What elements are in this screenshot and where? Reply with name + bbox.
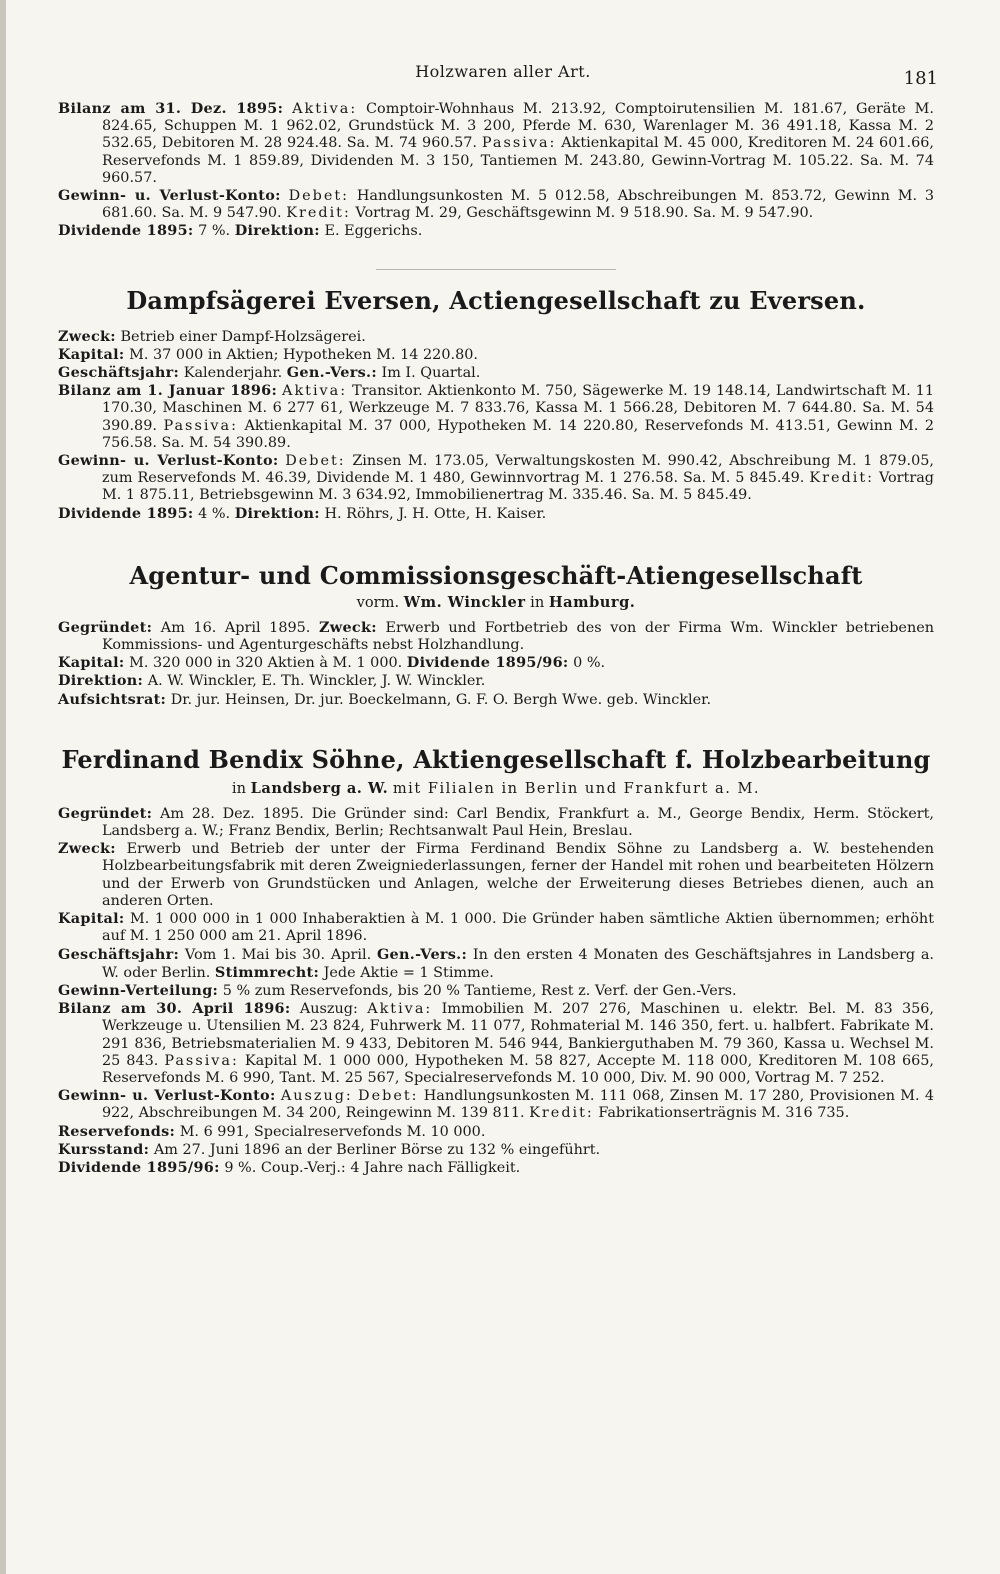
bilanz-label: Bilanz am 31. Dez. 1895: [58,100,284,117]
zweck-label: Zweck: [58,840,116,858]
debet-word: Debet: [288,188,349,205]
zweck-label: Zweck: [58,327,116,345]
gj-text: Kalenderjahr. [183,365,283,382]
passiva-word: Passiva: [163,417,238,434]
entry-eversen [58,328,934,523]
gegr-text: Am 16. April 1895. [160,619,311,636]
entry-bendix [58,805,934,1177]
guv-text: Handlungsunkosten M. 111 068, Zinsen M. 17 280, Provisionen M. 4 922, Abschreibungen M. 34 200, Reingewinn M. 139 811. [102,1088,935,1122]
geschaeftsjahr [58,364,934,382]
dir-value: H. Röhrs, J. H. Otte, H. Kaiser. [324,505,547,522]
bilanz-label: Bilanz am 30. April 1896: [58,1000,291,1018]
guv-text-2: Vortrag M. 1 875.11, Betriebsgewinn M. 3 634.92, Immobilienertrag M. 335.46. Sa. M. 5 845.49. [102,470,935,504]
prev-entry [58,100,934,241]
company-subtitle-bendix [58,779,934,799]
sub-city: Hamburg. [548,593,636,611]
guv-text-2: Fabrikationserträgnis M. 316 735. [598,1105,850,1122]
gv-label: Gen.-Vers.: [286,364,377,382]
debet-word: Debet: [358,1088,419,1105]
gv-text-2: Vortrag M. 29, Geschäftsgewinn M. 9 518.90. Sa. M. 9 547.90. [355,205,814,222]
stimm-label: Stimmrecht: [214,963,320,981]
company-title-agentur: Agentur- und Commissionsgeschäft-Atiengesellschaft [129,560,863,590]
bilanz-text-2: Aktienkapital M. 45 000, Kreditoren M. 24 601.66, Reservefonds M. 1 859.89, Dividenden M. 3 150, Tantiemen M. 243.80, Gewinn-Vortrag M. 105.22. Sa. M. 74 960.57. [102,135,934,186]
sub-name: Wm. Winckler [403,593,526,611]
kapital-text: M. 1 000 000 in 1 000 Inhaberaktien à M. 1 000. Die Gründer haben sämtliche Aktien übernommen; erhöht auf M. 1 250 000 am 21. April 1896. [102,911,934,945]
ar-value: Dr. jur. Heinsen, Dr. jur. Boeckelmann, G. F. O. Bergh Wwe. geb. Winckler. [170,691,712,708]
sub-rest: mit Filialen in Berlin und Frankfurt a. M. [392,779,761,797]
gewv-text: 5 % zum Reservefonds, bis 20 % Tantieme, Rest z. Verf. der Gen.-Vers. [222,982,737,999]
div-value: 7 %. [198,223,231,240]
dir-label: Direktion: [58,672,144,690]
stimm-text: Jede Aktie = 1 Stimme. [323,964,494,981]
gewinn-verlust [58,452,934,505]
company-title-bendix: Ferdinand Bendix Söhne, Aktiengesellschaft f. Holzbearbeitung [61,744,931,774]
kurs-label: Kursstand: [58,1140,150,1158]
zweck [58,328,934,346]
kapital-text: M. 320 000 in 320 Aktien à M. 1 000. [129,655,403,672]
div-value: 0 %. [573,655,606,672]
gv-text: In den ersten 4 Monaten des Geschäftsjahres in Landsberg a. W. oder Berlin. [102,946,934,981]
res-text: M. 6 991, Specialreservefonds M. 10 000. [179,1123,486,1140]
page-number: 181 [903,68,938,89]
entry-agentur [58,619,934,709]
gegruendet [58,805,934,840]
prev-gv [58,187,934,222]
bilanz-label: Bilanz am 1. Januar 1896: [58,382,278,400]
direktion [58,672,934,690]
zweck-label: Zweck: [318,618,377,636]
kapital-label: Kapital: [58,654,125,672]
coupon-text: Coup.-Verj.: 4 Jahre nach Fälligkeit. [260,1159,521,1176]
zweck-text: Erwerb und Fortbetrieb des von der Firma Wm. Winckler betriebenen Kommissions- und Agenturgeschäfts nebst Holzhandlung. [102,619,935,654]
zweck [58,840,934,910]
div-value: 4 %. [198,505,231,522]
ar-label: Aufsichtsrat: [58,690,167,708]
bilanz [58,382,934,452]
sub-city: Landsberg a. W. [250,779,389,797]
gv-text: Im I. Quartal. [381,365,481,382]
gewinn-verlust [58,1087,934,1122]
divider [376,269,616,270]
dividende [58,1159,934,1177]
gj-text: Vom 1. Mai bis 30. April. [184,946,372,963]
aufsichtsrat [58,691,934,709]
prev-bilanz [58,100,934,187]
kapital [58,910,934,945]
bilanz-text: Immobilien M. 207 276, Maschinen u. elektr. Bel. M. 83 356, Werkzeuge u. Utensilien M. 23 824, Fuhrwerk M. 11 077, Rohmaterial M. 146 350, fert. u. halbfert. Fabrikate M. 291 836, Betriebsmaterialien M. 9 433, Debitoren M. 546 944, Bankierguthaben M. 79 360, Kassa u. Wechsel M. 25 843. [102,1001,935,1069]
kurs-text: Am 27. Juni 1896 an der Berliner Börse zu 132 % eingeführt. [153,1141,601,1158]
company-subtitle-agentur [58,593,934,613]
content [58,100,934,1177]
auszug-word: Auszug: [280,1088,353,1105]
passiva-word: Passiva: [481,135,557,152]
prev-dividende [58,222,934,240]
zweck-text: Erwerb und Betrieb der unter der Firma Ferdinand Bendix Söhne zu Landsberg a. W. bestehenden Holzbearbeitungsfabrik mit deren Zweigniederlassungen, ferner der Handel mit rohen und bearbeiteten Hölzern und der Erwerb von Grundstücken und Anlagen, welche der Erweiterung dieses Betriebes dienen, auch an anderen Orten. [102,841,935,909]
dir-value: E. Eggerichs. [324,223,423,240]
gegr-label: Gegründet: [58,804,153,822]
geschaeftsjahr [58,946,934,982]
kredit-word: Kredit: [286,205,351,222]
dir-label: Direktion: [234,222,320,240]
running-head [6,62,1000,92]
kredit-word: Kredit: [529,1105,594,1122]
bilanz [58,1000,934,1087]
gewv-label: Gewinn-Verteilung: [58,981,219,999]
bilanz-text-2: Kapital M. 1 000 000, Hypotheken M. 58 827, Accepte M. 118 000, Kreditoren M. 108 665, Reservefonds M. 6 990, Tant. M. 25 567, Specialreservefonds M. 10 000, Div. M. 90 000, Vortrag M. 7 252. [102,1052,935,1086]
dir-value: A. W. Winckler, E. Th. Winckler, J. W. Winckler. [147,673,486,690]
gegr-text: Am 28. Dez. 1895. Die Gründer sind: Carl Bendix, Frankfurt a. M., George Bendix, Herm. Stöckert, Landsberg a. W.; Franz Bendix, Berlin; Rechtsanwalt Paul Hein, Breslau. [102,805,934,840]
gv-label: Gen.-Vers.: [376,945,468,963]
gj-label: Geschäftsjahr: [58,945,180,963]
kredit-word: Kredit: [809,470,874,487]
aktiva-word: Aktiva: [367,1001,433,1018]
guv-label: Gewinn- u. Verlust-Konto: [58,1087,276,1105]
gv-text: Handlungsunkosten M. 5 012.58, Abschreibungen M. 853.72, Gewinn M. 3 681.60. Sa. M. 9 547.90. [102,188,935,222]
sub-in: in [530,593,545,611]
bilanz-text: Comptoir-Wohnhaus M. 213.92, Comptoirutensilien M. 181.67, Geräte M. 824.65, Schuppen M. 1 962.02, Grundstück M. 3 200, Pferde M. 630, Warenlager M. 36 491.18, Kassa M. 2 532.65, Debitoren M. 28 924.48. Sa. M. 74 960.57. [102,101,934,152]
div-label: Dividende 1895/96: [58,1158,220,1176]
div-label: Dividende 1895/96: [406,654,569,672]
sub-in: in [231,779,246,797]
kapital [58,654,934,672]
gewinn-verteilung [58,982,934,1000]
res-label: Reservefonds: [58,1122,176,1140]
zweck-text: Betrieb einer Dampf-Holzsägerei. [120,328,366,345]
kapital [58,346,934,364]
div-value: 9 %. [224,1159,257,1176]
kapital-label: Kapital: [58,345,125,363]
guv-label: Gewinn- u. Verlust-Konto: [58,452,279,470]
gv-label: Gewinn- u. Verlust-Konto: [58,187,281,205]
dividende [58,505,934,523]
gegruendet [58,619,934,654]
aktiva-word: Aktiva: [292,101,358,117]
bilanz-text-2: Aktienkapital M. 37 000, Hypotheken M. 14 220.80, Reservefonds M. 413.51, Gewinn M. 2 756.58. Sa. M. 54 390.89. [102,417,934,451]
auszug-word: Auszug: [299,1001,358,1018]
kapital-text: M. 37 000 in Aktien; Hypotheken M. 14 220.80. [129,346,478,363]
passiva-word: Passiva: [164,1052,239,1069]
gegr-label: Gegründet: [58,618,153,636]
reservefonds [58,1123,934,1141]
kursstand [58,1141,934,1159]
kapital-label: Kapital: [58,910,125,928]
div-label: Dividende 1895: [58,222,194,240]
bilanz-text: Transitor. Aktienkonto M. 750, Sägewerke M. 19 148.14, Landwirtschaft M. 11 170.30, Maschinen M. 6 277 61, Werkzeuge M. 7 833.76, Kassa M. 1 566.28, Debitoren M. 7 644.80. Sa. M. 54 390.89. [102,383,934,434]
debet-word: Debet: [285,453,346,470]
div-label: Dividende 1895: [58,504,194,522]
guv-text: Zinsen M. 173.05, Verwaltungskosten M. 990.42, Abschreibung M. 1 879.05, zum Reservefonds M. 46.39, Dividende M. 1 480, Gewinnvortrag M. 1 276.58. Sa. M. 5 845.49. [102,453,934,487]
sub-pre: vorm. [356,593,400,611]
aktiva-word: Aktiva: [282,383,348,400]
running-title: Holzwaren aller Art. [415,62,591,81]
company-title-eversen: Dampfsägerei Eversen, Actiengesellschaft zu Eversen. [126,285,866,315]
dir-label: Direktion: [234,504,320,522]
gj-label: Geschäftsjahr: [58,364,180,382]
